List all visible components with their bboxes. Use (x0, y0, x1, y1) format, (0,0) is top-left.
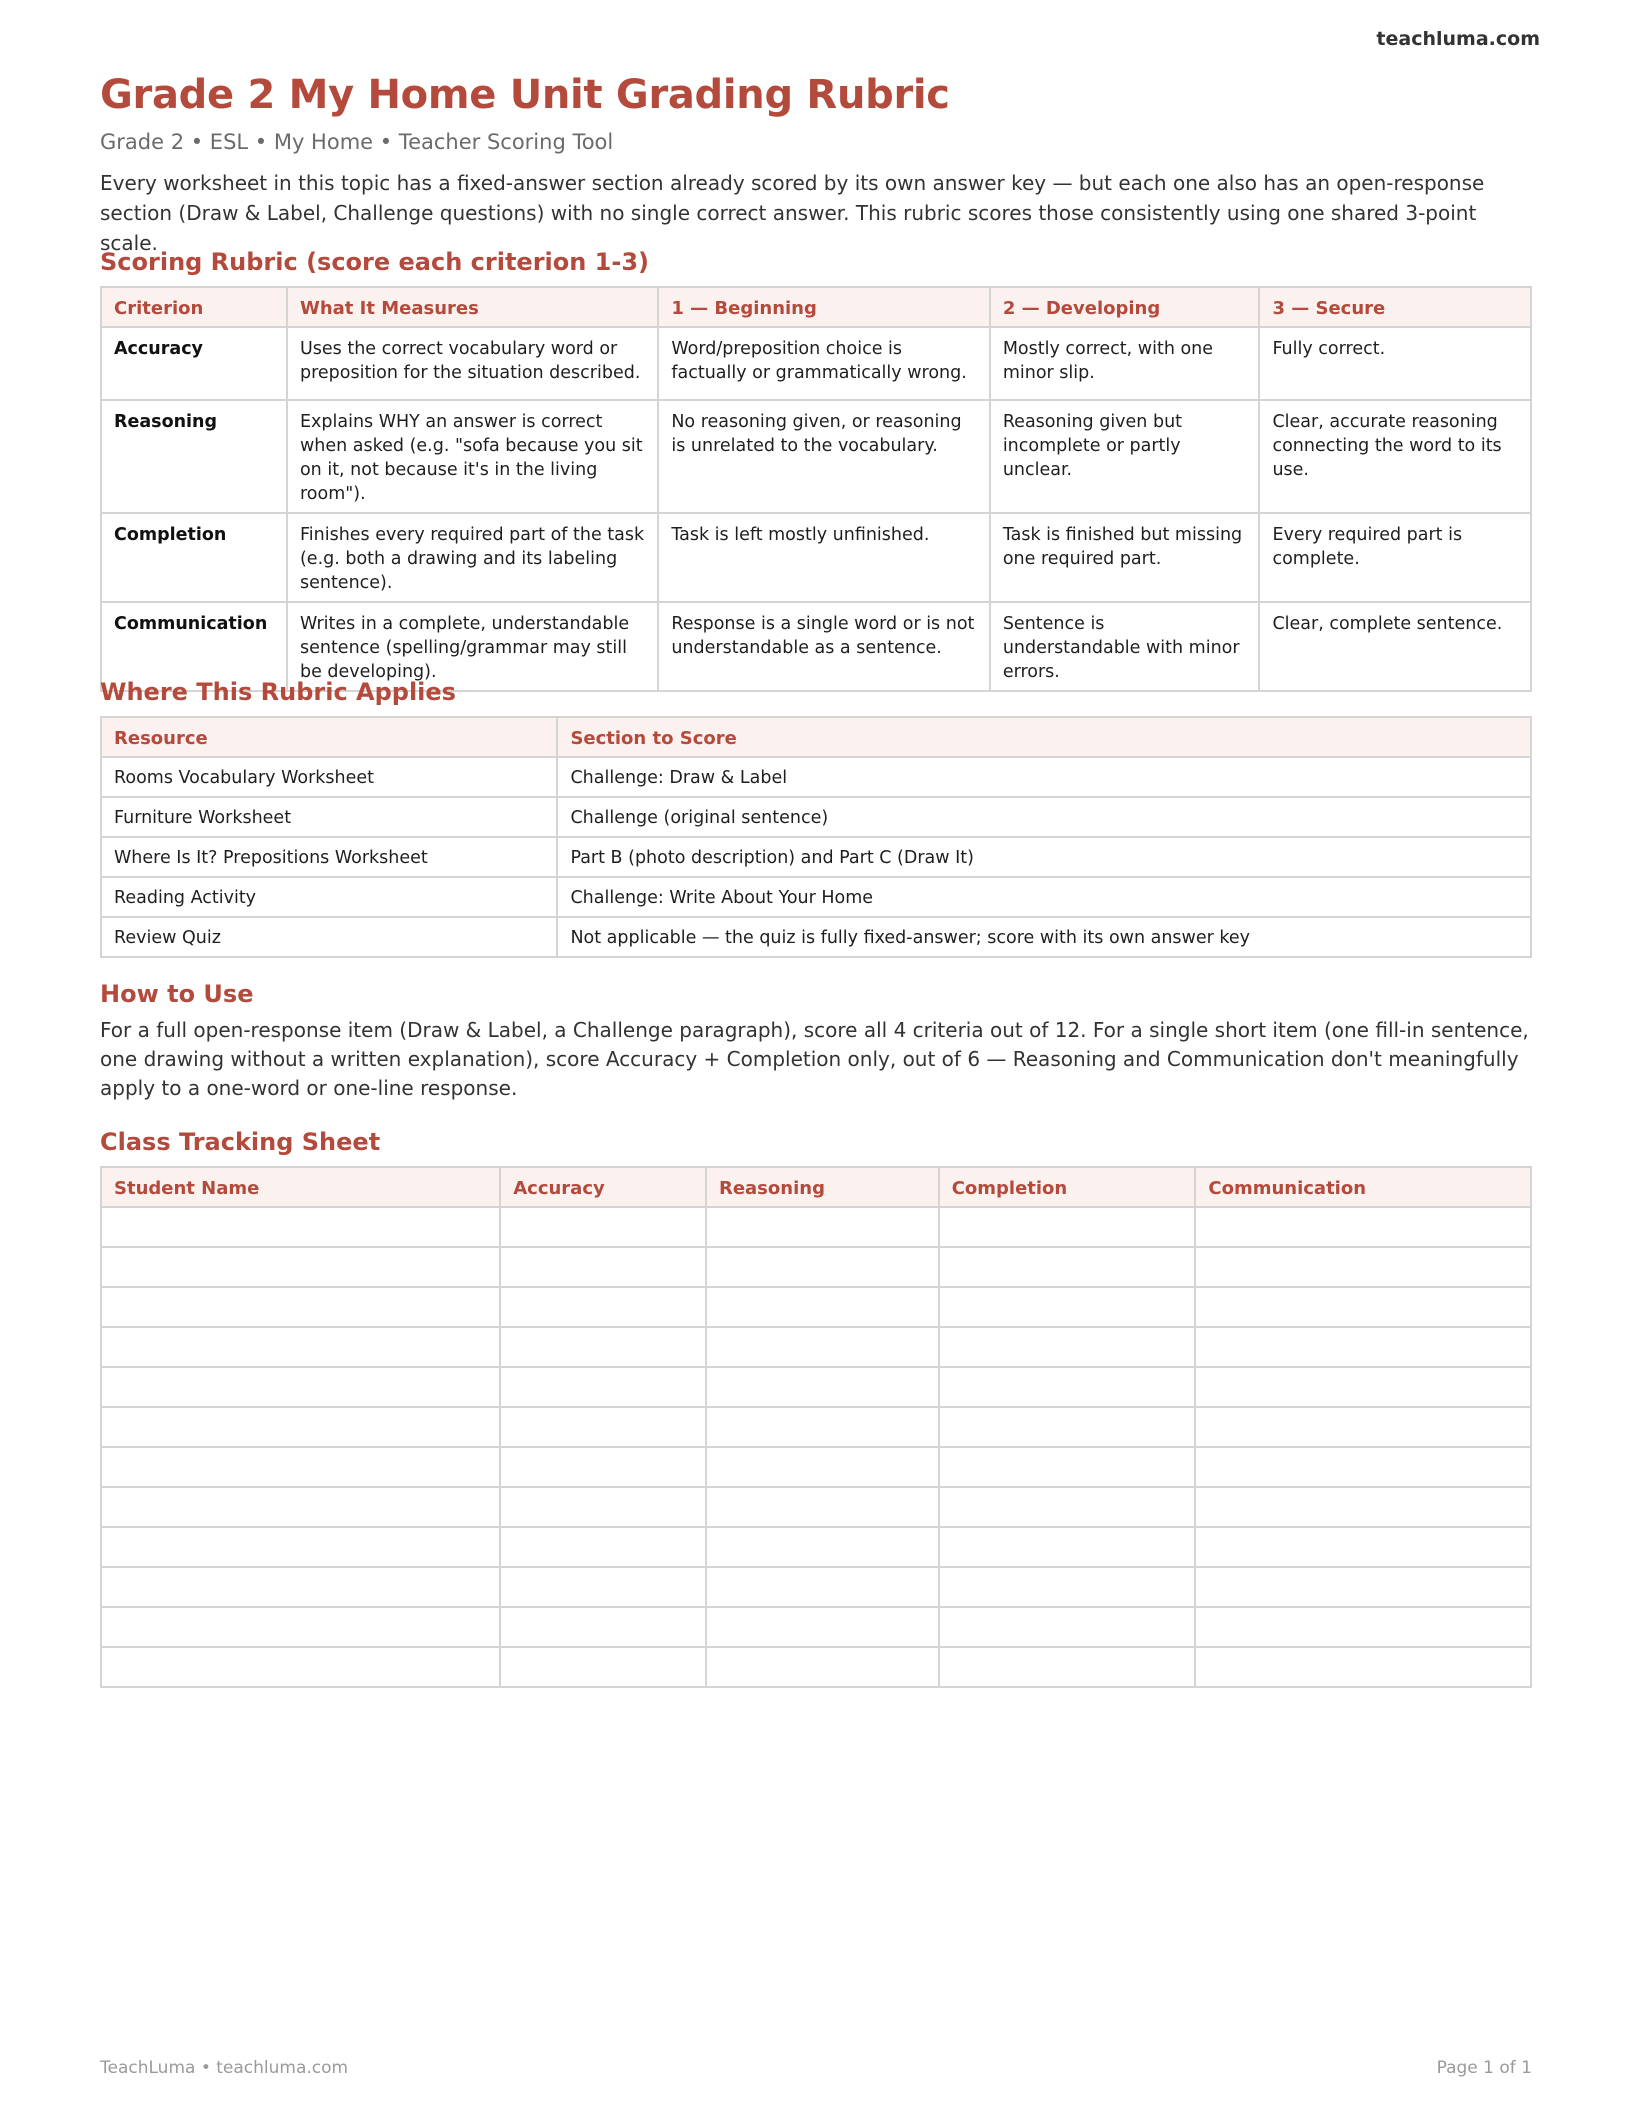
table-row (101, 917, 1531, 957)
rubric-cell: Reasoning (101, 400, 287, 513)
score-entry-cell[interactable] (706, 1207, 939, 1247)
score-entry-cell[interactable] (939, 1647, 1196, 1687)
rubric-cell: Response is a single word or is not understandable as a sentence. (658, 602, 989, 691)
rubric-cell: Reasoning given but incomplete or partly unclear. (990, 400, 1260, 513)
table-row (101, 757, 1531, 797)
applies-cell: Review Quiz (101, 917, 557, 957)
intro-paragraph: Every worksheet in this topic has a fixed-answer section already scored by its own answer key — but each one also has an open-response section (Draw & Label, Challenge questions) with no single correct answer. This rubric scores those consistently using one shared 3-point scale. (100, 171, 1485, 255)
table-row (101, 1287, 1531, 1327)
footer-page-number: Page 1 of 1 (1436, 2058, 1532, 2078)
table-row (101, 1647, 1531, 1687)
table-row (101, 1567, 1531, 1607)
score-entry-cell[interactable] (500, 1527, 706, 1567)
table-row (101, 837, 1531, 877)
score-entry-cell[interactable] (101, 1367, 500, 1407)
tracking-header-cell: Completion (939, 1167, 1196, 1207)
applies-header-cell: Resource (101, 717, 557, 757)
score-entry-cell[interactable] (1195, 1287, 1531, 1327)
score-entry-cell[interactable] (706, 1567, 939, 1607)
score-entry-cell[interactable] (939, 1407, 1196, 1447)
score-entry-cell[interactable] (939, 1567, 1196, 1607)
score-entry-cell[interactable] (101, 1487, 500, 1527)
score-entry-cell[interactable] (101, 1407, 500, 1447)
table-row (101, 1247, 1531, 1287)
table-row (101, 1447, 1531, 1487)
tracking-heading: Class Tracking Sheet (100, 1128, 381, 1156)
rubric-cell: Uses the correct vocabulary word or preposition for the situation described. (287, 327, 658, 400)
applies-cell: Reading Activity (101, 877, 557, 917)
table-row (101, 797, 1531, 837)
applies-cell: Where Is It? Prepositions Worksheet (101, 837, 557, 877)
table-row (101, 877, 1531, 917)
score-entry-cell[interactable] (706, 1647, 939, 1687)
table-row (101, 1527, 1531, 1567)
score-entry-cell[interactable] (706, 1447, 939, 1487)
tracking-header-cell: Accuracy (500, 1167, 706, 1207)
tracking-header-cell: Student Name (101, 1167, 500, 1207)
table-row (101, 1207, 1531, 1247)
score-entry-cell[interactable] (500, 1327, 706, 1367)
score-entry-cell[interactable] (939, 1207, 1196, 1247)
score-entry-cell[interactable] (939, 1287, 1196, 1327)
applies-cell: Not applicable — the quiz is fully fixed-answer; score with its own answer key (557, 917, 1531, 957)
rubric-cell: Completion (101, 513, 287, 602)
score-entry-cell[interactable] (939, 1447, 1196, 1487)
score-entry-cell[interactable] (939, 1607, 1196, 1647)
score-entry-cell[interactable] (706, 1607, 939, 1647)
applies-header-row (101, 717, 1531, 757)
score-entry-cell[interactable] (706, 1247, 939, 1287)
score-entry-cell[interactable] (101, 1447, 500, 1487)
rubric-cell: Clear, accurate reasoning connecting the word to its use. (1259, 400, 1531, 513)
table-row (101, 400, 1531, 513)
rubric-cell: Clear, complete sentence. (1259, 602, 1531, 691)
rubric-header-cell: Criterion (101, 287, 287, 327)
brand-link[interactable]: teachluma.com (1376, 28, 1540, 50)
score-entry-cell[interactable] (1195, 1607, 1531, 1647)
score-entry-cell[interactable] (1195, 1447, 1531, 1487)
rubric-cell: Word/preposition choice is factually or grammatically wrong. (658, 327, 989, 400)
score-entry-cell[interactable] (1195, 1527, 1531, 1567)
applies-cell: Rooms Vocabulary Worksheet (101, 757, 557, 797)
rubric-cell: Writes in a complete, understandable sentence (spelling/grammar may still be developing). (287, 602, 658, 691)
applies-table (100, 716, 1532, 958)
score-entry-cell[interactable] (706, 1287, 939, 1327)
howto-paragraph: For a full open-response item (Draw & Label, a Challenge paragraph), score all 4 criteria out of 12. For a single short item (one fill-in sentence, one drawing without a written explanation), score Accuracy + Completion only, out of 6 — Reasoning and Communication don't meaningfully apply to a one-word or one-line response. (100, 1018, 1529, 1100)
page-subtitle: Grade 2 • ESL • My Home • Teacher Scoring Tool (100, 130, 614, 154)
rubric-header-cell: 1 — Beginning (658, 287, 989, 327)
applies-cell: Furniture Worksheet (101, 797, 557, 837)
score-entry-cell[interactable] (500, 1407, 706, 1447)
rubric-cell: Finishes every required part of the task (e.g. both a drawing and its labeling sentence). (287, 513, 658, 602)
score-entry-cell[interactable] (101, 1607, 500, 1647)
score-entry-cell[interactable] (706, 1487, 939, 1527)
rubric-cell: Mostly correct, with one minor slip. (990, 327, 1260, 400)
applies-heading: Where This Rubric Applies (100, 678, 456, 706)
rubric-cell: Accuracy (101, 327, 287, 400)
score-entry-cell[interactable] (706, 1407, 939, 1447)
table-row (101, 513, 1531, 602)
applies-cell: Challenge: Draw & Label (557, 757, 1531, 797)
score-entry-cell[interactable] (500, 1447, 706, 1487)
score-entry-cell[interactable] (939, 1367, 1196, 1407)
score-entry-cell[interactable] (939, 1487, 1196, 1527)
applies-body (101, 757, 1531, 957)
score-entry-cell[interactable] (706, 1527, 939, 1567)
page-title: Grade 2 My Home Unit Grading Rubric (100, 72, 950, 118)
footer-left: TeachLuma • teachluma.com (100, 2058, 349, 2078)
score-entry-cell[interactable] (101, 1647, 500, 1687)
table-row (101, 1607, 1531, 1647)
rubric-heading: Scoring Rubric (score each criterion 1-3) (100, 248, 650, 276)
score-entry-cell[interactable] (1195, 1487, 1531, 1527)
score-entry-cell[interactable] (939, 1247, 1196, 1287)
rubric-cell: Fully correct. (1259, 327, 1531, 400)
score-entry-cell[interactable] (1195, 1567, 1531, 1607)
score-entry-cell[interactable] (706, 1327, 939, 1367)
rubric-header-cell: 3 — Secure (1259, 287, 1531, 327)
score-entry-cell[interactable] (1195, 1407, 1531, 1447)
score-entry-cell[interactable] (1195, 1247, 1531, 1287)
rubric-cell: Task is left mostly unfinished. (658, 513, 989, 602)
rubric-cell: No reasoning given, or reasoning is unrelated to the vocabulary. (658, 400, 989, 513)
tracking-header-cell: Reasoning (706, 1167, 939, 1207)
table-row (101, 327, 1531, 400)
score-entry-cell[interactable] (500, 1487, 706, 1527)
score-entry-cell[interactable] (101, 1207, 500, 1247)
table-row (101, 1487, 1531, 1527)
score-entry-cell[interactable] (1195, 1647, 1531, 1687)
score-entry-cell[interactable] (101, 1327, 500, 1367)
rubric-cell: Every required part is complete. (1259, 513, 1531, 602)
applies-cell: Challenge: Write About Your Home (557, 877, 1531, 917)
score-entry-cell[interactable] (101, 1247, 500, 1287)
tracking-header-cell: Communication (1195, 1167, 1531, 1207)
rubric-table (100, 286, 1532, 692)
rubric-cell: Sentence is understandable with minor errors. (990, 602, 1260, 691)
applies-cell: Challenge (original sentence) (557, 797, 1531, 837)
tracking-table (100, 1166, 1532, 1688)
applies-cell: Part B (photo description) and Part C (Draw It) (557, 837, 1531, 877)
rubric-header-row (101, 287, 1531, 327)
rubric-cell: Explains WHY an answer is correct when asked (e.g. "sofa because you sit on it, not because it's in the living room"). (287, 400, 658, 513)
score-entry-cell[interactable] (706, 1367, 939, 1407)
applies-header-cell: Section to Score (557, 717, 1531, 757)
tracking-header-row (101, 1167, 1531, 1207)
score-entry-cell[interactable] (939, 1327, 1196, 1367)
score-entry-cell[interactable] (1195, 1367, 1531, 1407)
rubric-cell: Communication (101, 602, 287, 691)
rubric-header-cell: 2 — Developing (990, 287, 1260, 327)
score-entry-cell[interactable] (1195, 1207, 1531, 1247)
table-row (101, 1367, 1531, 1407)
score-entry-cell[interactable] (500, 1647, 706, 1687)
rubric-header-cell: What It Measures (287, 287, 658, 327)
score-entry-cell[interactable] (500, 1367, 706, 1407)
howto-heading: How to Use (100, 980, 254, 1008)
score-entry-cell[interactable] (101, 1287, 500, 1327)
table-row (101, 1327, 1531, 1367)
rubric-body (101, 327, 1531, 691)
score-entry-cell[interactable] (500, 1207, 706, 1247)
tracking-body (101, 1207, 1531, 1687)
score-entry-cell[interactable] (500, 1287, 706, 1327)
score-entry-cell[interactable] (1195, 1327, 1531, 1367)
rubric-cell: Task is finished but missing one required part. (990, 513, 1260, 602)
score-entry-cell[interactable] (101, 1567, 500, 1607)
score-entry-cell[interactable] (939, 1527, 1196, 1567)
score-entry-cell[interactable] (500, 1607, 706, 1647)
table-row (101, 1407, 1531, 1447)
score-entry-cell[interactable] (101, 1527, 500, 1567)
score-entry-cell[interactable] (500, 1247, 706, 1287)
score-entry-cell[interactable] (500, 1567, 706, 1607)
